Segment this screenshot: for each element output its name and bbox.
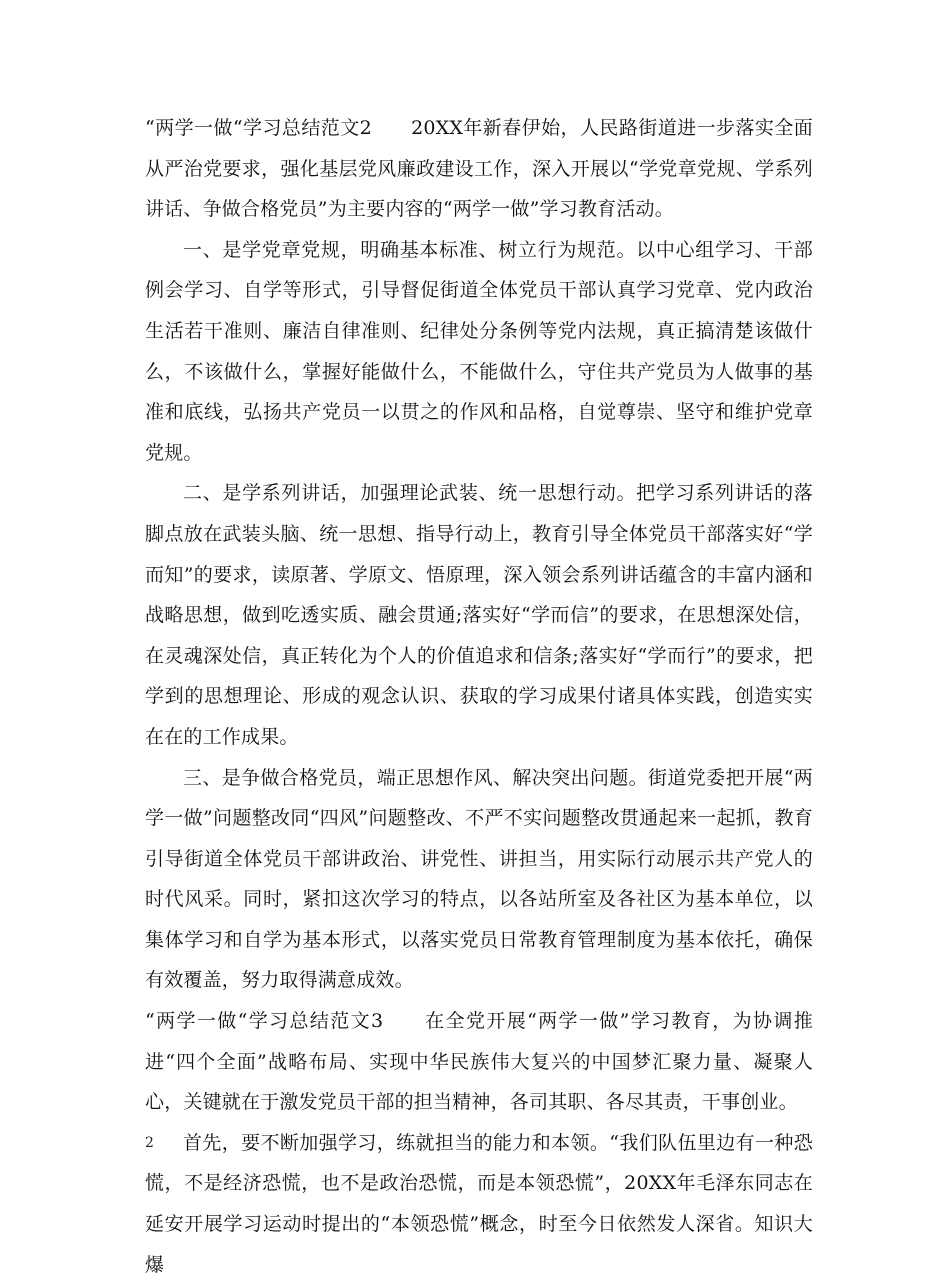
paragraph-point-two: 二、是学系列讲话，加强理论武装、统一思想行动。把学习系列讲话的落脚点放在武装头脑、统一思想、指导行动上，教育引导全体党员干部落实好“学而知”的要求，读原著、学原文、悟原理，深入领会系列讲话蕴含的丰富内涵和战略思想，做到吃透实质、融会贯通;落实好“学而信”的要求，在思想深处信，在灵魂深处信，真正转化为个人的价值追求和信条;落实好“学而行”的要求，把学到的思想理论、形成的观念认识、获取的学习成果付诸具体实践，创造实实在在的工作成果。 — [145, 482, 813, 748]
paragraph-section-2-intro: “两学一做“学习总结范文2 20XX年新春伊始，人民路街道进一步落实全面从严治党要求，强化基层党风廉政建设工作，深入开展以“学党章党规、学系列讲话、争做合格党员”为主要内容的“两学一做”学习教育活动。 — [145, 117, 813, 221]
document-body — [145, 108, 813, 1285]
paragraph-section-3-intro: “两学一做“学习总结范文3 在全党开展“两学一做”学习教育，为协调推进“四个全面”战略布局、实现中华民族伟大复兴的中国梦汇聚力量、凝聚人心，关键就在于激发党员干部的担当精神，各司其职、各尽其责，干事创业。 — [145, 1010, 813, 1114]
page-number: 2 — [145, 1135, 154, 1151]
paragraph-point-three: 三、是争做合格党员，端正思想作风、解决突出问题。街道党委把开展“两学一做”问题整改同“四风”问题整改、不严不实问题整改贯通起来一起抓，教育引导街道全体党员干部讲政治、讲党性、讲担当，用实际行动展示共产党人的时代风采。同时，紧扣这次学习的特点，以各站所室及各社区为基本单位，以集体学习和自学为基本形式，以落实党员日常教育管理制度为基本依托，确保有效覆盖，努力取得满意成效。 — [145, 766, 813, 992]
paragraph-first-point: 首先，要不断加强学习，练就担当的能力和本领。“我们队伍里边有一种恐慌，不是经济恐慌，也不是政治恐慌，而是本领恐慌”，20XX年毛泽东同志在延安开展学习运动时提出的“本领恐慌”概念，时至今日依然发人深省。知识大爆 — [145, 1131, 813, 1276]
paragraph-point-one: 一、是学党章党规，明确基本标准、树立行为规范。以中心组学习、干部例会学习、自学等形式，引导督促街道全体党员干部认真学习党章、党内政治生活若干准则、廉洁自律准则、纪律处分条例等党内法规，真正搞清楚该做什么，不该做什么，掌握好能做什么，不能做什么，守住共产党员为人做事的基准和底线，弘扬共产党员一以贯之的作风和品格，自觉尊崇、坚守和维护党章党规。 — [145, 238, 813, 464]
